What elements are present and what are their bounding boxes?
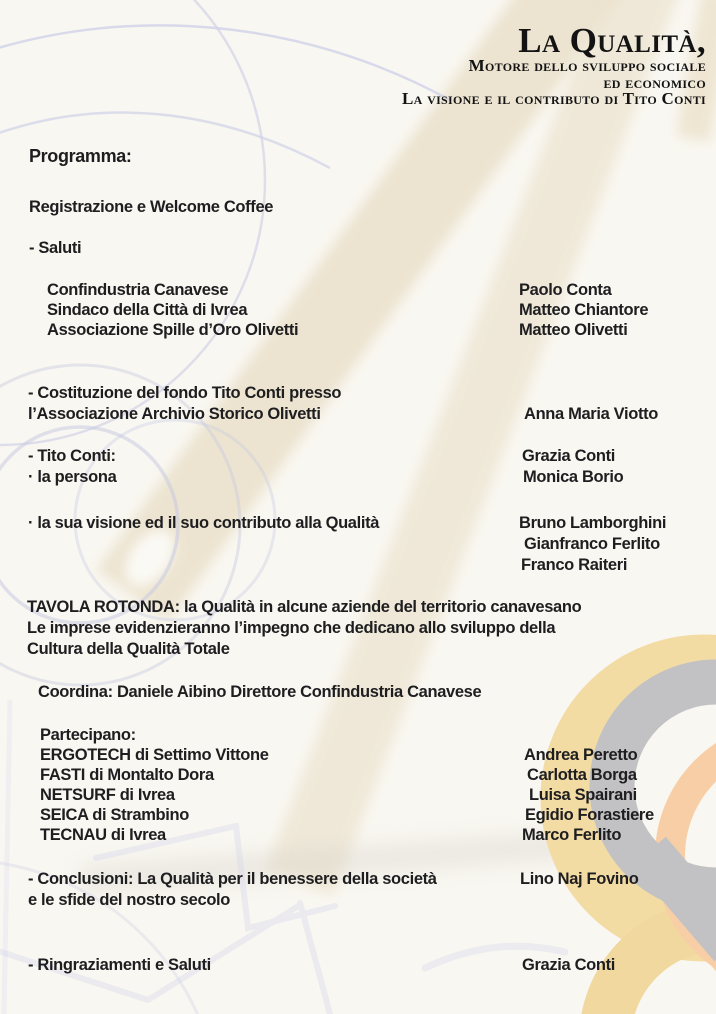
tavola-line-3: Cultura della Qualità Totale [27,640,230,658]
partecipante-name-5: Marco Ferlito [522,826,622,844]
partecipante-org-5: TECNAU di Ivrea [40,826,166,844]
ringraziamenti-name: Grazia Conti [522,956,615,974]
partecipante-org-4: SEICA di Strambino [40,806,189,824]
conclusioni-name: Lino Naj Fovino [520,870,639,888]
visione-name-2: Gianfranco Ferlito [524,535,660,553]
registration-line: Registrazione e Welcome Coffee [29,198,274,216]
partecipante-name-2: Carlotta Borga [527,766,637,784]
tito-conti-name: Grazia Conti [522,447,615,465]
page-subtitle-2: ed economico [603,72,706,92]
visione-name-1: Bruno Lamborghini [519,514,667,532]
saluti-org-3: Associazione Spille d’Oro Olivetti [47,321,299,339]
fondo-name: Anna Maria Viotto [524,405,659,423]
partecipante-name-3: Luisa Spairani [529,786,637,804]
partecipano-label: Partecipano: [40,726,136,744]
saluti-name-1: Paolo Conta [519,281,612,299]
ringraziamenti-label: - Ringraziamenti e Saluti [28,956,211,974]
page-subtitle-1: Motore dello sviluppo sociale [468,56,706,75]
fondo-line-2: l’Associazione Archivio Storico Olivetti [28,405,321,423]
page-title: La Qualità, [518,21,706,60]
page-subtitle-3: La visione e il contributo di Tito Conti [401,89,706,108]
partecipante-name-4: Egidio Forastiere [525,806,654,824]
persona-name: Monica Borio [523,468,624,486]
coordina-line: Coordina: Daniele Aibino Direttore Confindustria Canavese [38,683,482,701]
saluti-org-2: Sindaco della Città di Ivrea [47,301,248,319]
program-heading: Programma: [29,146,132,166]
partecipante-org-2: FASTI di Montalto Dora [40,766,214,784]
visione-label: · la sua visione ed il suo contributo alla Qualità [28,514,380,532]
saluti-name-2: Matteo Chiantore [519,301,649,319]
saluti-name-3: Matteo Olivetti [519,321,628,339]
title-block [401,21,706,108]
partecipante-org-1: ERGOTECH di Settimo Vittone [40,746,269,764]
fondo-line-1: - Costituzione del fondo Tito Conti presso [28,384,342,402]
saluti-label: - Saluti [29,239,82,257]
tito-conti-label: - Tito Conti: [28,447,116,465]
tavola-line-1: TAVOLA ROTONDA: la Qualità in alcune aziende del territorio canavesano [27,598,582,616]
conclusioni-line-2: e le sfide del nostro secolo [28,891,231,909]
saluti-org-1: Confindustria Canavese [47,281,229,299]
tavola-line-2: Le imprese evidenzieranno l’impegno che dedicano allo sviluppo della [27,619,556,637]
partecipante-name-1: Andrea Peretto [524,746,638,764]
partecipante-org-3: NETSURF di Ivrea [40,786,175,804]
conclusioni-line-1: - Conclusioni: La Qualità per il benessere della società [28,870,437,888]
visione-name-3: Franco Raiteri [521,556,628,574]
persona-label: · la persona [28,468,117,486]
